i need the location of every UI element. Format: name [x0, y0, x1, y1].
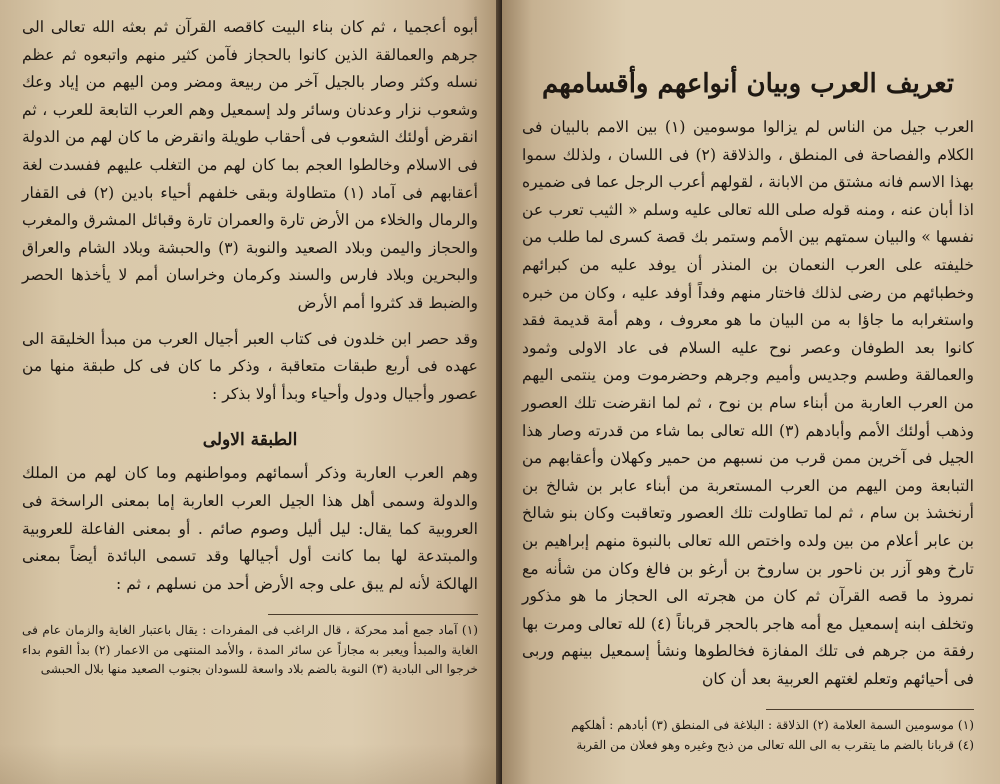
left-paragraph-1: أبوه أعجميا ، ثم كان بناء البيت كاقصه القرآن ثم بعثه الله تعالى الى جرهم والعمالقة الذين كانوا بالحجاز فآمن كثير منهم واتبعوه ثم عظم نسله وكثر وصار بالجيل آخر من ربيعة ومضر ومن اليهم من إياد وعك وشعوب نزار وعدنان وسائر ولد إسمعيل وهم العرب التابعة للعرب ، ثم انقرض أولئك الشعوب فى أحقاب طويلة وانقرض ما كان لهم من الدولة فى الاسلام وخالطوا العجم بما كان لهم من التغلب عليهم ففسدت لغة أعقابهم فى آماد (١) متطاولة وبقى خلفهم أحياء بادين (٢) فى القفار والرمال والخلاء من الأرض تارة والعمران تارة وقبائل المشرق والمغرب والحجاز واليمن وبلاد الصعيد والنوبة (٣) والحبشة وبلاد الشام والعراق والبحرين وبلاد فارس والسند وكرمان وخراسان أمم لا يأخذها الحصر والضبط قد كثروا أمم الأرض: [22, 18, 479, 312]
page-title: تعريف العرب وبيان أنواعهم وأقسامهم: [541, 69, 955, 99]
left-footnote-1: (١) آماد جمع أمد محركة ، قال الراغب فى المفردات : يقال باعتبار الغاية والزمان عام فى الغاية والمبدأ ويعبر به مجازاً عن سائر المدة ، والأمد المنتهى من الاعمار (٢) بدأ القوم بداء خرجوا الى البادية (٣) النوبة بالضم بلاد واسعة للسودان بجنوب الصعيد منها بلال الحبشى: [22, 623, 478, 677]
right-paragraph-1: العرب جيل من الناس لم يزالوا موسومين (١) بين الامم بالبيان فى الكلام والفصاحة فى المنطق ، والذلاقة (٢) فى اللسان ، ولذلك سموا بهذا الاسم فانه مشتق من الابانة ، لقولهم أعرب الرجل عما فى ضميره اذا أبان عنه ، ومنه قوله صلى الله تعالى عليه وسلم « الثيب تعرب عن نفسها » والبيان سمتهم بين الأمم وستمر بك قصة كسرى لما طلب من خليفته على العرب النعمان بن المنذر أن يوفد عليه من كبرائهم وخطبائهم من رضى لذلك فاختار منهم وفداً أوفد عليه ، وكان من خبره واستغرابه ما جاؤا به من البيان ما هو معروف ، وهم أمة قديمة فقد كانوا بعد الطوفان وعصر نوح عليه السلام فى عاد الاولى وثمود والعمالقة وطسم وجديس وأميم وجرهم وحضرموت ومن ينتمى اليهم من العرب العاربة من أبناء سام بن نوح ، ثم لما انقرضت تلك العصور وذهب أولئك الأمم وأبادهم (٣) الله تعالى بما شاء من قدرته وصار هذا الجيل فى آخرين ممن قرب من نسبهم من حمير وكهلان وأعقابهم من التبابعة ومن اليهم من العرب المستعربة من أبناء عابر بن شالخ بن أرنخشذ بن سام ، ثم لما تطاولت تلك العصور وتعاقبت وكان بنو شالخ بن عابر أعلام من بين ولده واختص الله تعالى بالنبوة منهم إبراهيم بن تارخ وهو آزر بن ناحور بن ساروخ بن أرغو بن فالغ وكان من شأنه مع نمروذ ما قصه القرآن ثم كان من هجرته الى الحجاز ما هو مذكور وتخلف ابنه إسمعيل مع أمه هاجر بالحجر قرباناً (٤) لله تعالى ومرت بها رفقة من جرهم فى تلك المفازة فخالطوها ونشأ إسمعيل بينهم وربى فى أحيائهم وتعلم لغتهم العربية بعد أن كان: [522, 118, 975, 688]
right-footnotes: [522, 716, 974, 755]
right-page: [502, 0, 1000, 784]
footnote-divider: [268, 614, 478, 615]
section-subheading: الطبقة الاولى: [202, 430, 298, 451]
left-paragraph-3: وهم العرب العاربة وذكر أسمائهم ومواطنهم وما كان لهم من الملك والدولة وسمى أهل هذا الجيل العرب العاربة إما بمعنى الراسخة فى العروبية كما يقال: ليل أليل وصوم صائم . أو بمعنى الفاعلة للعروبية والمبتدعة لها بما كانت أول أجيالها وقد تسمى البائدة أيضاً بمعنى الهالكة لأنه لم يبق على وجه الأرض أحد من نسلهم ، ثم :: [22, 464, 478, 593]
footnote-divider: [766, 709, 974, 710]
right-footnote-2: (٤) قربانا بالضم ما يتقرب به الى الله تعالى من ذبح وغيره وهو فعلان من القربة: [576, 737, 974, 752]
left-footnotes: [22, 621, 478, 680]
right-footnote-1: (١) موسومين السمة العلامة (٢) الذلاقة : البلاغة فى المنطق (٣) أبادهم : أهلكهم: [571, 718, 974, 733]
left-paragraph-2: وقد حصر ابن خلدون فى كتاب العبر أجيال العرب من مبدأ الخليقة الى عهده فى أربع طبقات متعاقبة ، وذكر ما كان فى كل طبقة منها من عصور وأجيال ودول وأحياء وبدأ أولا بذكر :: [22, 329, 478, 403]
page-edge-shading: [0, 744, 502, 784]
